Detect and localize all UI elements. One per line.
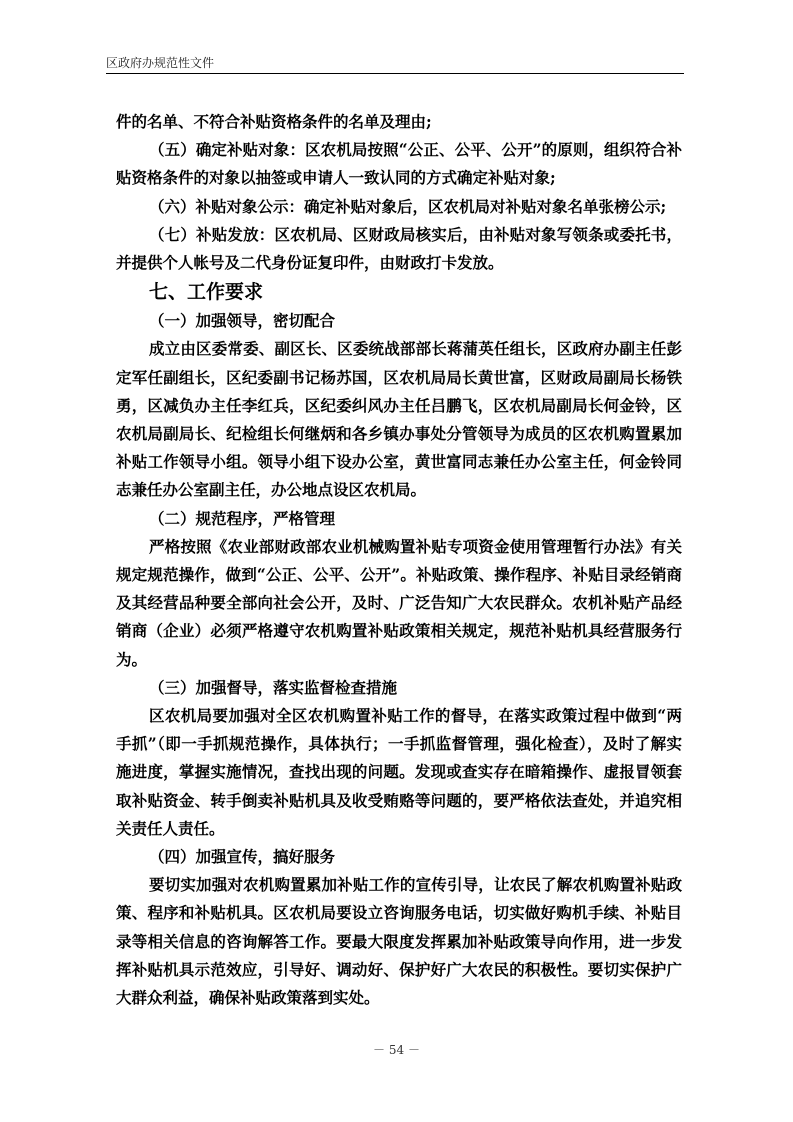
paragraph-leadership: 成立由区委常委、副区长、区委统战部部长蒋蒲英任组长，区政府办副主任彭定军任副组长，区纪委副书记杨苏国，区农机局局长黄世富，区财政局副局长杨铁勇，区减负办主任李红兵，区纪委纠风办主任吕鹏飞，区农机局副局长何金铃，区农机局副局长、纪检组长何继炳和各乡镇办事处分管领导为成员的区农机购置累加补贴工作领导小组。领导小组下设办公室，黄世富同志兼任办公室主任，何金铃同志兼任办公室副主任，办公地点设区农机局。	[116, 339, 682, 500]
running-header: 区政府办规范性文件	[106, 56, 215, 70]
paragraph-continuation: 件的名单、不符合补贴资格条件的名单及理由;	[116, 112, 432, 131]
item-label: （五）确定补贴对象	[149, 140, 290, 160]
paragraph-supervision: 区农机局要加强对全区农机购置补贴工作的督导，在落实政策过程中做到“两手抓”（即一手抓规范操作，具体执行；一手抓监督管理，强化检查），及时了解实施进度，掌握实施情况，查找出现的问题。发现或查实存在暗箱操作、虚报冒领套取补贴资金、转手倒卖补贴机具及收受贿赂等问题的，要严格依法查处，并追究相关责任人责任。	[116, 706, 682, 838]
item-text: ：区农机局按照“公正、公平、公开”的原则，组织符合补贴资格条件的对象以抽签或申请人一致认同的方式确定补贴对象;	[116, 140, 682, 188]
page-number: － 54 －	[373, 1043, 420, 1057]
item-label: （七）补贴发放	[149, 224, 259, 244]
item-public-notice	[116, 193, 682, 221]
item-text: ：确定补贴对象后，区农机局对补贴对象名单张榜公示;	[288, 196, 667, 216]
item-label: （六）补贴对象公示	[149, 196, 289, 216]
section-heading-work-requirements: 七、工作要求	[149, 281, 264, 304]
item-determine-recipients	[116, 136, 682, 192]
item-subsidy-payment	[116, 221, 682, 277]
subsection-title-supervision: （三）加强督导，落实监督检查措施	[149, 678, 398, 697]
document-body	[116, 108, 682, 1012]
subsection-title-publicity: （四）加强宣传，搞好服务	[149, 848, 336, 867]
paragraph-publicity: 要切实加强对农机购置累加补贴工作的宣传引导，让农民了解农机购置补贴政策、程序和补贴机具。区农机局要设立咨询服务电话，切实做好购机手续、补贴目录等相关信息的咨询解答工作。要最大限度发挥累加补贴政策导向作用，进一步发挥补贴机具示范效应，引导好、调动好、保护好广大农民的积极性。要切实保护广大群众利益，确保补贴政策落到实处。	[116, 875, 682, 1008]
header-divider	[106, 73, 684, 74]
item-text: ：区农机局、区财政局核实后，由补贴对象写领条或委托书，并提供个人帐号及二代身份证复印件，由财政打卡发放。	[116, 224, 682, 273]
subsection-title-procedure: （二）规范程序，严格管理	[149, 509, 336, 528]
paragraph-procedure: 严格按照《农业部财政部农业机械购置补贴专项资金使用管理暂行办法》有关规定规范操作，做到“公正、公平、公开”。补贴政策、操作程序、补贴目录经销商及其经营品种要全部向社会公开，及时、广泛告知广大农民群众。农机补贴产品经销商（企业）必须严格遵守农机购置补贴政策相关规定，规范补贴机具经营服务行为。	[116, 536, 682, 669]
subsection-title-leadership: （一）加强领导，密切配合	[149, 312, 336, 331]
